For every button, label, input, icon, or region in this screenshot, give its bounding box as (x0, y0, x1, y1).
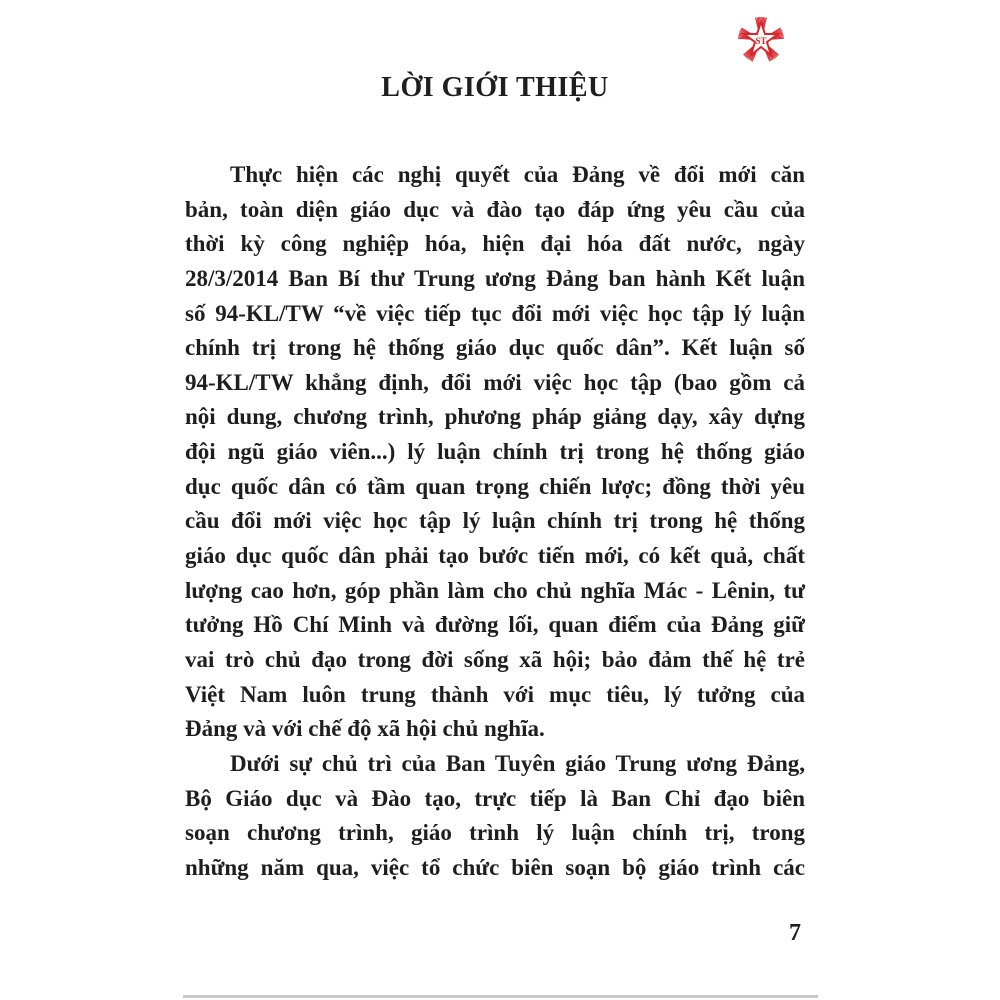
text-line: giáo dục quốc dân phải tạo bước tiến mới, có kết quả, chất (185, 543, 805, 569)
text-line: nội dung, chương trình, phương pháp giảng dạy, xây dựng (185, 404, 805, 430)
svg-text:ST: ST (755, 36, 767, 46)
page-title: LỜI GIỚI THIỆU (381, 72, 609, 103)
publisher-logo-icon (736, 14, 786, 64)
text-line: Việt Nam luôn trung thành với mục tiêu, lý tưởng của (185, 681, 805, 707)
text-line: lượng cao hơn, góp phần làm cho chủ nghĩa Mác - Lênin, tư (185, 577, 805, 603)
body-text (185, 158, 805, 885)
text-line: đội ngũ giáo viên...) lý luận chính trị trong hệ thống giáo (185, 439, 805, 465)
text-line: Dưới sự chủ trì của Ban Tuyên giáo Trung ương Đảng, (230, 750, 805, 776)
text-line: bản, toàn diện giáo dục và đào tạo đáp ứng yêu cầu của (185, 196, 805, 222)
text-line: chính trị trong hệ thống giáo dục quốc dân”. Kết luận số (185, 335, 805, 361)
bottom-divider (183, 995, 818, 998)
text-line: soạn chương trình, giáo trình lý luận chính trị, trong (185, 820, 805, 846)
text-line: những năm qua, việc tổ chức biên soạn bộ giáo trình các (185, 854, 805, 880)
text-line: tưởng Hồ Chí Minh và đường lối, quan điểm của Đảng giữ (185, 612, 805, 638)
text-line: vai trò chủ đạo trong đời sống xã hội; bảo đảm thế hệ trẻ (185, 646, 805, 672)
text-line: dục quốc dân có tầm quan trọng chiến lược; đồng thời yêu (185, 473, 805, 499)
text-line: cầu đổi mới việc học tập lý luận chính trị trong hệ thống (185, 508, 805, 534)
text-line: Thực hiện các nghị quyết của Đảng về đổi mới căn (230, 162, 805, 187)
page-number: 7 (789, 920, 801, 946)
text-line: số 94-KL/TW “về việc tiếp tục đổi mới việc học tập lý luận (185, 300, 805, 326)
text-line: 94-KL/TW khẳng định, đổi mới việc học tập (bao gồm cả (185, 369, 805, 395)
text-line: thời kỳ công nghiệp hóa, hiện đại hóa đất nước, ngày (185, 231, 805, 257)
text-line: Đảng và với chế độ xã hội chủ nghĩa. (185, 716, 545, 742)
text-line: Bộ Giáo dục và Đào tạo, trực tiếp là Ban Chỉ đạo biên (185, 785, 805, 811)
text-line: 28/3/2014 Ban Bí thư Trung ương Đảng ban hành Kết luận (185, 265, 805, 291)
